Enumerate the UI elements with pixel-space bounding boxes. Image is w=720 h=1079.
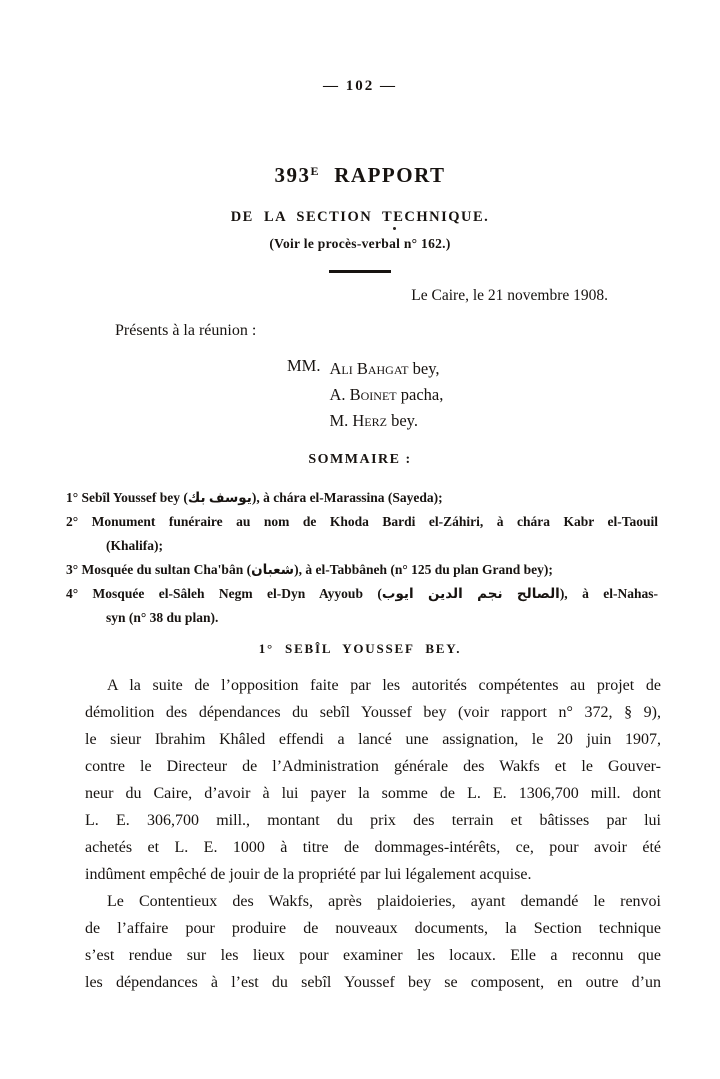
body-line: A la suite de l’opposition faite par les autorités compétentes au projet de [107,677,661,694]
body-line: les dépendances à l’est du sebîl Youssef bey se composent, en outre d’un [85,974,661,991]
page-number: — 102 — [323,78,397,94]
report-title [0,163,720,188]
section-heading: 1° SEBÎL YOUSSEF BEY. [258,641,462,656]
report-title-word: RAPPORT [334,163,446,187]
report-title-number: 393 [274,163,311,187]
attendee-name: A. Boinet [329,385,397,404]
dateline: Le Caire, le 21 novembre 1908. [411,287,608,304]
sommaire-heading: SOMMAIRE : [308,452,412,467]
proces-verbal-reference: (Voir le procès-verbal n° 162.) [269,236,451,251]
attendee-title: pacha, [396,385,444,404]
body-line: contre le Directeur de l’Administration générale des Wakfs et le Gouver- [85,758,661,775]
body-line: L. E. 306,700 mill., montant du prix des terrain et bâtisses par lui [85,812,661,829]
body-line: de l’affaire pour produire de nouveaux documents, la Section technique [85,920,661,937]
attendee [329,408,443,434]
sommaire-line: 3° Mosquée du sultan Cha'bân (شعبان), à el-Tabbâneh (n° 125 du plan Grand bey); [66,562,553,577]
attendance-prefix: MM. [287,356,321,375]
sommaire-line: 1° Sebîl Youssef bey (يوسف بك), à chára el-Marassina (Sayeda); [66,490,443,505]
body-line: Le Contentieux des Wakfs, après plaidoieries, ayant demandé le renvoi [107,893,661,910]
attendee [329,356,443,382]
attendance-list [287,356,443,434]
body-line: indûment empêché de jouir de la propriété par lui légalement acquise. [85,866,532,883]
body-line: le sieur Ibrahim Khâled effendi a lancé une assignation, le 20 juin 1907, [85,731,661,748]
divider-rule [329,270,391,273]
sommaire-line: 2° Monument funéraire au nom de Khoda Bardi el-Záhiri, à chára Kabr el-Taouil [66,514,658,529]
paragraph [85,672,661,888]
sommaire-line: (Khalifa); [106,538,163,553]
sommaire-line: syn (n° 38 du plan). [106,610,219,625]
body-line: achetés et L. E. 1000 à titre de dommages-intérêts, ce, pour avoir été [85,839,661,856]
body-line: s’est rendue sur les lieux pour examiner les locaux. Elle a reconnu que [85,947,661,964]
body-line: neur du Caire, d’avoir à lui payer la somme de L. E. 1306,700 mill. dont [85,785,661,802]
ink-speck [393,227,396,230]
sommaire-line: 4° Mosquée el-Sâleh Negm el-Dyn Ayyoub (الصالح نجم الدين ايوب), à el-Nahas- [66,586,659,601]
attendance-intro: Présents à la réunion : [115,322,257,339]
attendee-title: bey, [408,359,440,378]
attendee-title: bey. [386,411,418,430]
body-line: démolition des dépendances du sebîl Youssef bey (voir rapport n° 372, § 9), [85,704,661,721]
attendance-names [329,356,443,434]
report-title-ordinal: E [310,164,319,178]
sommaire-list [66,486,658,630]
paragraph [85,888,661,996]
report-subtitle: DE LA SECTION TECHNIQUE. [230,209,490,225]
body-text [85,672,661,996]
attendee-name: Ali Bahgat [329,359,409,378]
attendee-name: M. Herz [329,411,387,430]
attendee [329,382,443,408]
